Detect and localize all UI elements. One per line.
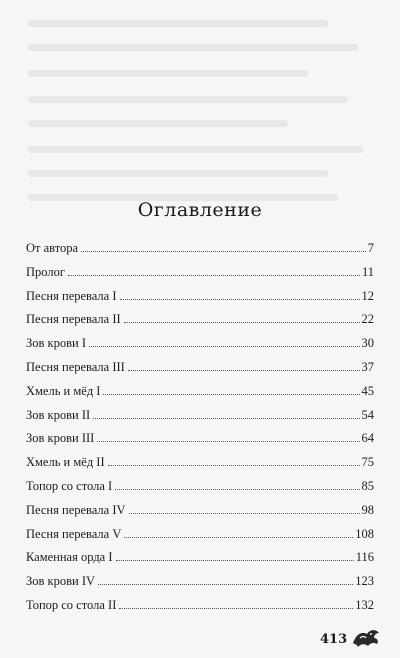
toc-entry	[26, 241, 374, 265]
toc-entry	[26, 312, 374, 336]
toc-entry	[26, 289, 374, 313]
dragon-ornament-icon	[350, 626, 382, 650]
page-number: 413	[320, 632, 348, 647]
toc-entry	[26, 479, 374, 503]
toc-entry-page: 85	[361, 478, 374, 493]
toc-entry-title: Топор со стола I	[26, 478, 113, 493]
toc-entry	[26, 598, 374, 622]
toc-entry-page: 22	[361, 312, 374, 327]
dot-leader	[124, 537, 353, 538]
toc-entry-title: Песня перевала III	[26, 359, 125, 374]
toc-entry-title: Песня перевала II	[26, 312, 121, 327]
toc-entry-page: 12	[361, 288, 374, 303]
toc-entry	[26, 431, 374, 455]
toc-entry-title: Зов крови II	[26, 407, 91, 422]
bleed-through-text	[28, 6, 373, 206]
page-title: Оглавление	[137, 199, 263, 221]
toc-entry-page: 116	[355, 550, 374, 565]
toc-entry	[26, 408, 374, 432]
dot-leader	[128, 370, 360, 371]
toc-entry	[26, 455, 374, 479]
toc-entry-title: От автора	[26, 241, 79, 255]
toc-entry-title: Песня перевала I	[26, 288, 117, 303]
toc-entry	[26, 384, 374, 408]
dot-leader	[129, 513, 360, 514]
dot-leader	[116, 560, 354, 561]
dot-leader	[103, 394, 359, 395]
toc-entry-title: Зов крови IV	[26, 574, 96, 589]
toc-entry-title: Топор со стола II	[26, 597, 117, 612]
dot-leader	[93, 418, 359, 419]
toc-entry-title: Песня перевала IV	[26, 502, 126, 517]
dot-leader	[124, 322, 360, 323]
toc-entry	[26, 550, 374, 574]
dot-leader	[108, 465, 360, 466]
toc-entry-page: 11	[361, 264, 374, 279]
toc-entry-page: 75	[361, 455, 374, 470]
dot-leader	[119, 608, 353, 609]
dot-leader	[115, 489, 359, 490]
dot-leader	[97, 441, 359, 442]
toc-entry-page: 108	[355, 526, 374, 541]
toc-entry-page: 37	[361, 359, 374, 374]
toc-entry	[26, 503, 374, 527]
toc-entry-page: 132	[355, 597, 374, 612]
toc-entry-title: Зов крови I	[26, 336, 86, 351]
toc-entry-title: Каменная орда I	[26, 550, 113, 565]
dot-leader	[89, 346, 360, 347]
toc-entry	[26, 336, 374, 360]
toc-entry-page: 30	[361, 336, 374, 351]
dot-leader	[68, 275, 360, 276]
toc-entry-page: 123	[355, 574, 374, 589]
toc-entry	[26, 527, 374, 551]
toc-entry-page: 7	[367, 241, 374, 255]
toc-entry-title: Хмель и мёд II	[26, 455, 105, 470]
toc-entry-title: Зов крови III	[26, 431, 95, 446]
toc-entry-title: Пролог	[26, 264, 65, 279]
toc-entry-page: 64	[361, 431, 374, 446]
toc-entry	[26, 574, 374, 598]
toc-entry-title: Хмель и мёд I	[26, 383, 101, 398]
dot-leader	[81, 251, 366, 252]
toc-entry-page: 45	[361, 383, 374, 398]
dot-leader	[120, 299, 360, 300]
toc-entry-title: Песня перевала V	[26, 526, 122, 541]
table-of-contents	[26, 241, 374, 622]
toc-entry-page: 54	[361, 407, 374, 422]
toc-entry	[26, 265, 374, 289]
toc-entry	[26, 360, 374, 384]
toc-entry-page: 98	[361, 502, 374, 517]
dot-leader	[98, 584, 353, 585]
